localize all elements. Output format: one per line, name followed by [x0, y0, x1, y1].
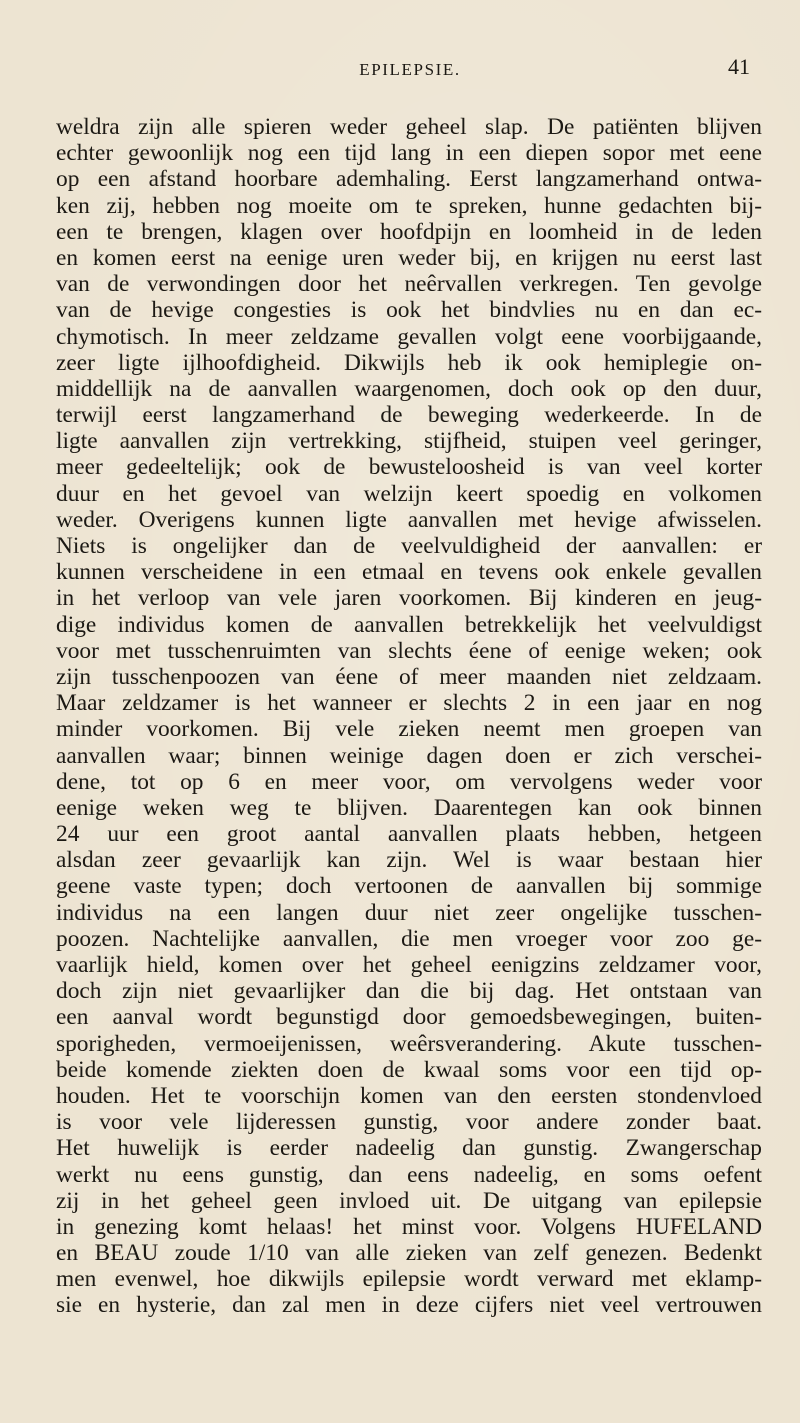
text-line: van de hevige congesties is ook het bindvlies nu en dan ec-: [56, 297, 762, 324]
text-line: sie en hysterie, dan zal men in deze cijfers niet veel vertrouwen: [56, 1292, 762, 1319]
running-head: [0, 54, 800, 84]
text-line: zeer ligte ijlhoofdigheid. Dikwijls heb ik ook hemiplegie on-: [56, 349, 762, 376]
text-line: meer gedeeltelijk; ook de bewusteloosheid is van veel korter: [56, 454, 762, 481]
text-line: in genezing komt helaas! het minst voor. Volgens HUFELAND: [56, 1213, 762, 1240]
text-line: kunnen verscheidene in een etmaal en tevens ook enkele gevallen: [56, 559, 762, 586]
text-line: individus na een langen duur niet zeer ongelijke tusschen-: [56, 899, 762, 926]
text-line: is voor vele lijderessen gunstig, voor andere zonder baat.: [56, 1109, 762, 1136]
text-line: houden. Het te voorschijn komen van den eersten stondenvloed: [56, 1082, 762, 1109]
text-line: 24 uur een groot aantal aanvallen plaats hebben, hetgeen: [56, 821, 762, 848]
text-line: chymotisch. In meer zeldzame gevallen volgt eene voorbijgaande,: [56, 323, 762, 350]
text-line: op een afstand hoorbare ademhaling. Eerst langzamerhand ontwa-: [56, 166, 762, 193]
text-line: ken zij, hebben nog moeite om te spreken, hunne gedachten bij-: [56, 192, 762, 219]
text-line: duur en het gevoel van welzijn keert spoedig en volkomen: [56, 480, 762, 507]
text-line: dene, tot op 6 en meer voor, om vervolgens weder voor: [56, 768, 762, 795]
text-line: vaarlijk hield, komen over het geheel eenigzins zeldzamer voor,: [56, 952, 762, 978]
text-line: voor met tusschenruimten van slechts éene of eenige weken; ook: [56, 637, 762, 664]
text-line: men evenwel, hoe dikwijls epilepsie wordt verward met eklamp-: [56, 1266, 762, 1293]
text-line: van de verwondingen door het neêrvallen verkregen. Ten gevolge: [56, 271, 762, 298]
text-line: minder voorkomen. Bij vele zieken neemt men groepen van: [56, 716, 762, 743]
text-line: alsdan zeer gevaarlijk kan zijn. Wel is waar bestaan hier: [56, 847, 762, 874]
page-number: 41: [728, 54, 750, 79]
text-line: werkt nu eens gunstig, dan eens nadeelig, en soms oefent: [56, 1161, 762, 1188]
text-line: aanvallen waar; binnen weinige dagen doen er zich verschei-: [56, 742, 762, 769]
text-line: een te brengen, klagen over hoofdpijn en loomheid in de leden: [56, 218, 762, 245]
text-line: Niets is ongelijker dan de veelvuldigheid der aanvallen: er: [56, 533, 762, 559]
text-line: weldra zijn alle spieren weder geheel slap. De patiënten blijven: [56, 114, 762, 140]
text-line: in het verloop van vele jaren voorkomen. Bij kinderen en jeug-: [56, 585, 762, 612]
text-line: Het huwelijk is eerder nadeelig dan gunstig. Zwangerschap: [56, 1135, 762, 1162]
text-line: een aanval wordt begunstigd door gemoedsbewegingen, buiten-: [56, 1004, 762, 1031]
text-line: weder. Overigens kunnen ligte aanvallen met hevige afwisselen.: [56, 506, 762, 533]
text-line: sporigheden, vermoeijenissen, weêrsverandering. Akute tusschen-: [56, 1030, 762, 1057]
body-text: [56, 114, 762, 1319]
text-line: doch zijn niet gevaarlijker dan die bij dag. Het ontstaan van: [56, 978, 762, 1005]
text-line: Maar zeldzamer is het wanneer er slechts 2 in een jaar en nog: [56, 690, 762, 717]
text-line: en komen eerst na eenige uren weder bij, en krijgen nu eerst last: [56, 244, 762, 271]
text-line: eenige weken weg te blijven. Daarentegen kan ook binnen: [56, 794, 762, 821]
running-title: EPILEPSIE.: [359, 60, 461, 79]
text-line: zij in het geheel geen invloed uit. De uitgang van epilepsie: [56, 1187, 762, 1214]
text-line: echter gewoonlijk nog een tijd lang in een diepen sopor met eene: [56, 140, 762, 167]
text-line: ligte aanvallen zijn vertrekking, stijfheid, stuipen veel geringer,: [56, 428, 762, 455]
text-line: zijn tusschenpoozen van éene of meer maanden niet zeldzaam.: [56, 663, 762, 690]
text-line: terwijl eerst langzamerhand de beweging wederkeerde. In de: [56, 402, 762, 429]
text-line: poozen. Nachtelijke aanvallen, die men vroeger voor zoo ge-: [56, 925, 762, 952]
text-line: en BEAU zoude 1/10 van alle zieken van zelf genezen. Bedenkt: [56, 1240, 762, 1267]
text-line: beide komende ziekten doen de kwaal soms voor een tijd op-: [56, 1056, 762, 1083]
text-line: dige individus komen de aanvallen betrekkelijk het veelvuldigst: [56, 611, 762, 638]
text-line: geene vaste typen; doch vertoonen de aanvallen bij sommige: [56, 873, 762, 900]
text-line: middellijk na de aanvallen waargenomen, doch ook op den duur,: [56, 375, 762, 402]
